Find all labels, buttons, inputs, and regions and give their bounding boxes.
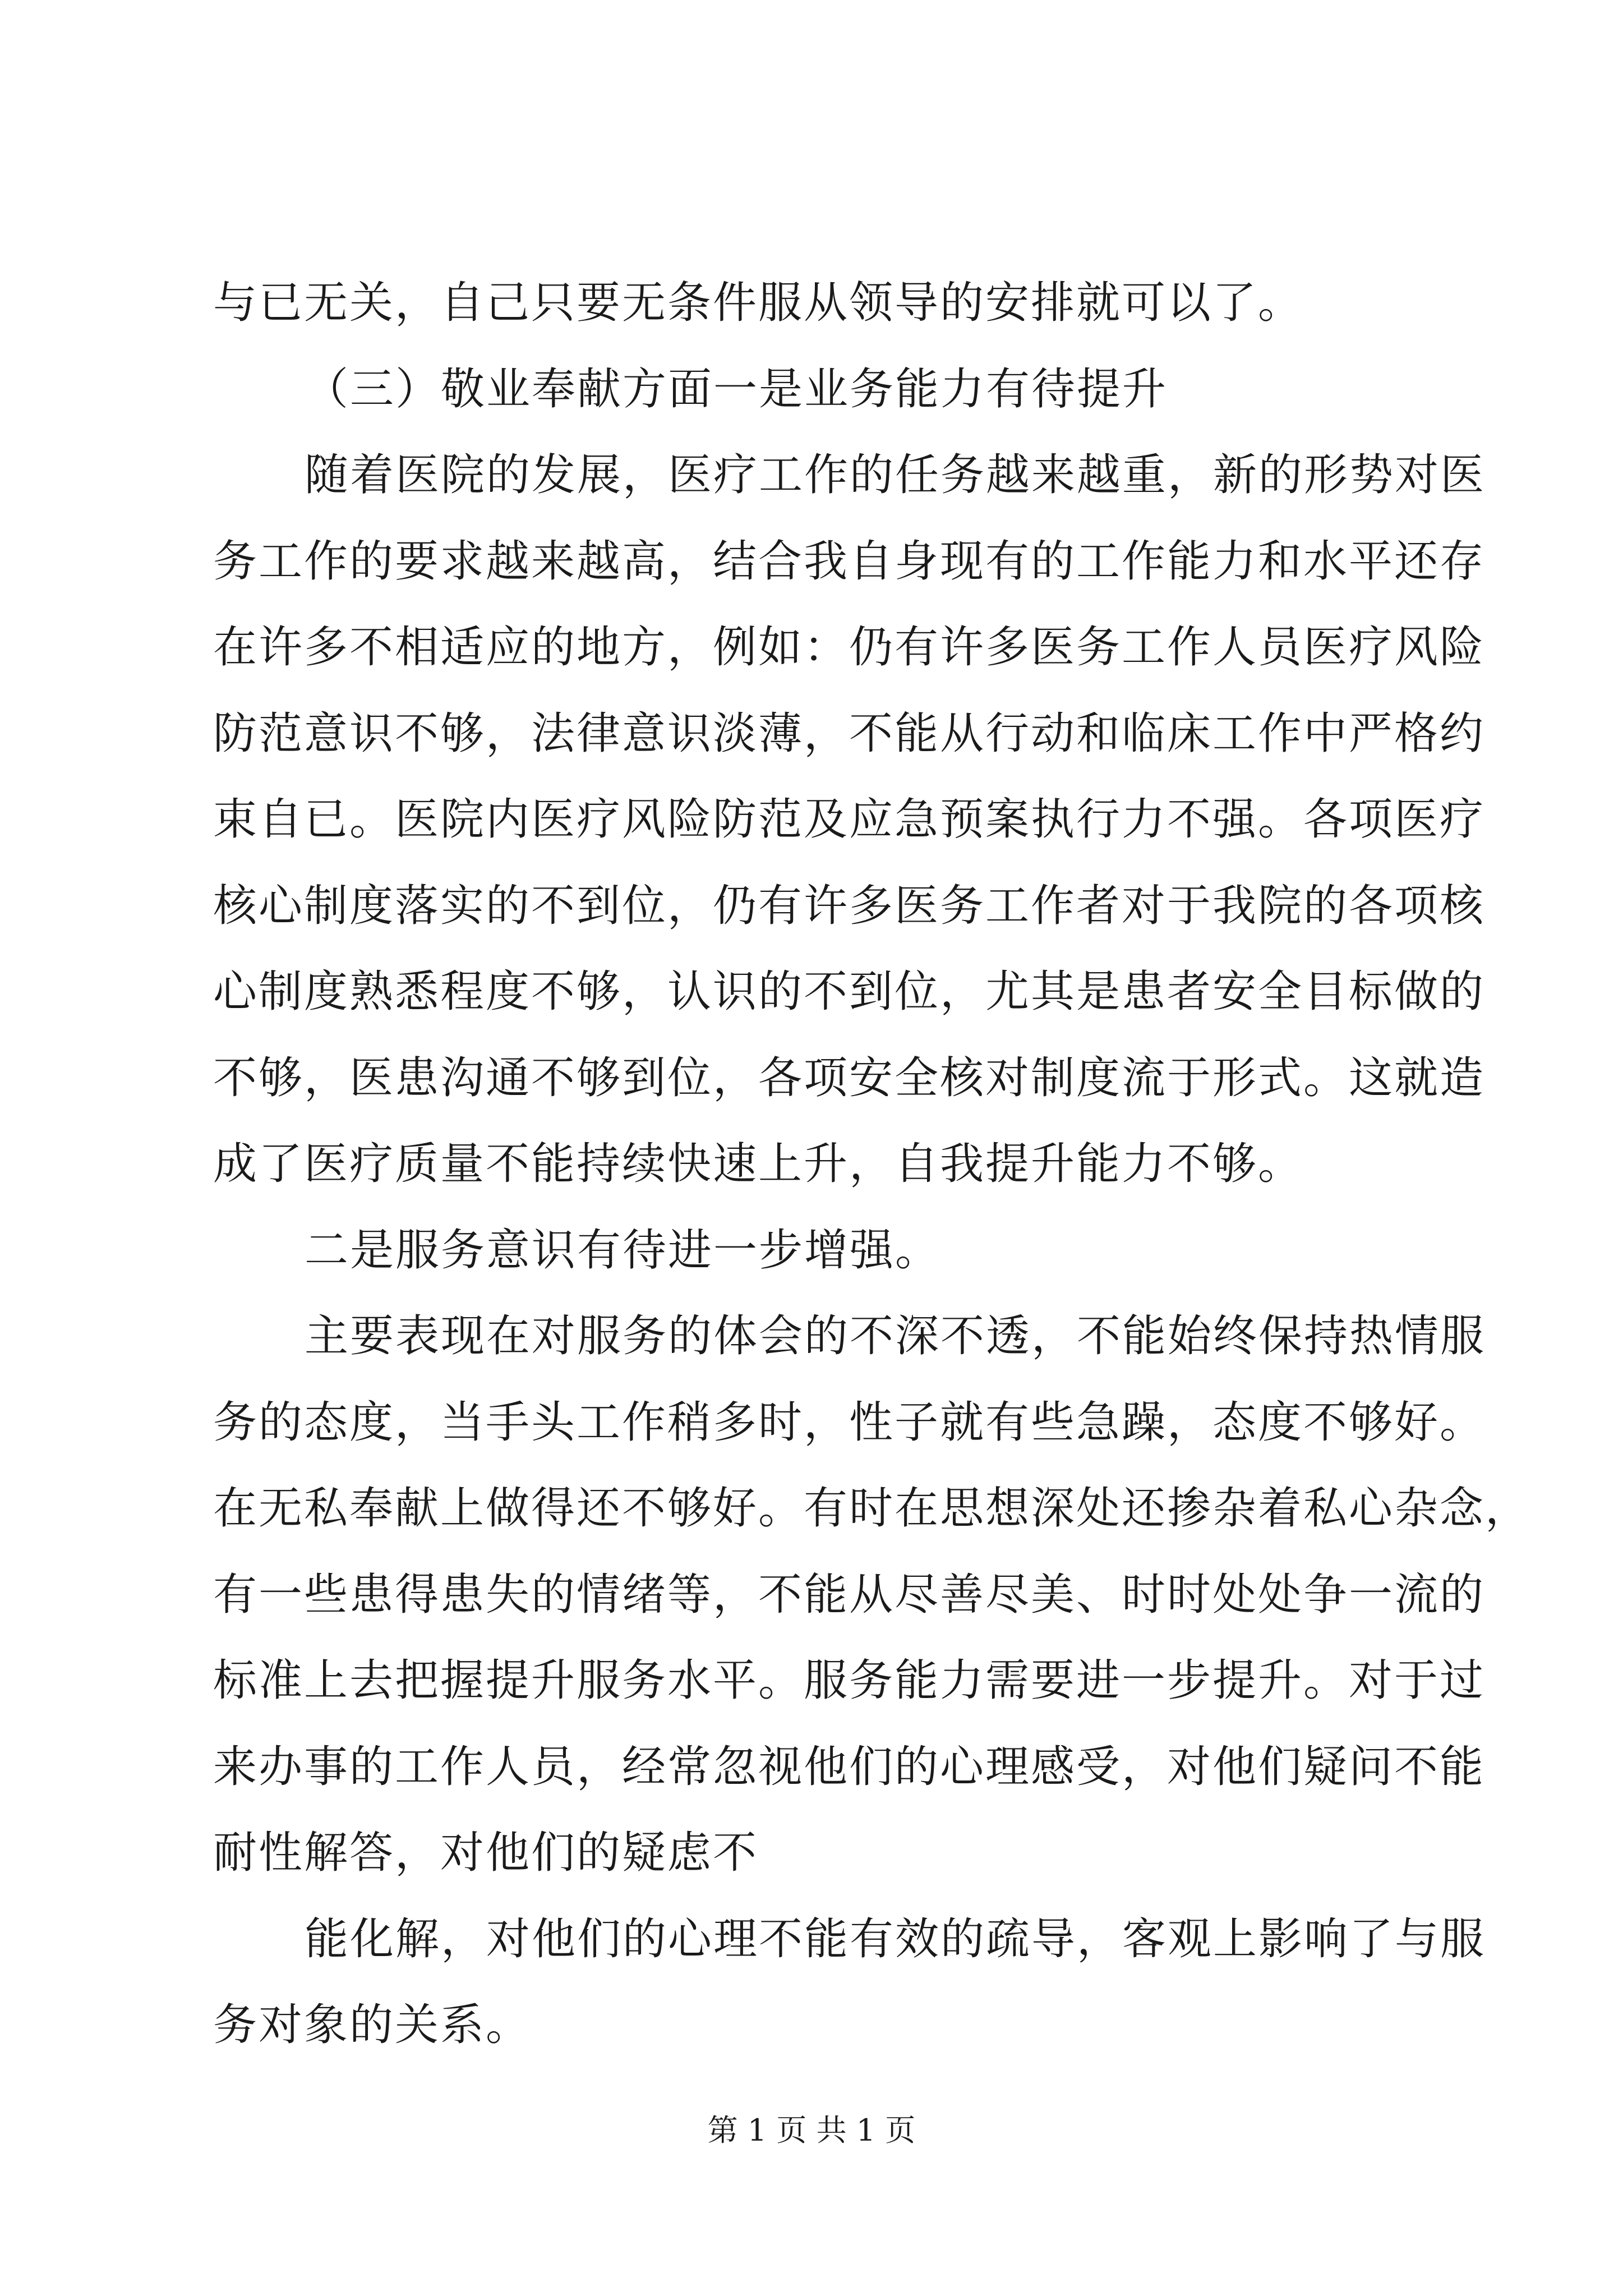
text-line: 束自已。医院内医疗风险防范及应急预案执行力不强。各项医疗: [213, 794, 1486, 845]
section-heading: （三）敬业奉献方面一是业务能力有待提升: [305, 364, 1168, 415]
text-line: 随着医院的发展，医疗工作的任务越来越重，新的形势对医: [305, 450, 1486, 500]
text-line: 能化解，对他们的心理不能有效的疏导，客观上影响了与服: [305, 1914, 1486, 1964]
text-line: 不够，医患沟通不够到位，各项安全核对制度流于形式。这就造: [213, 1053, 1486, 1103]
text-line: 在无私奉献上做得还不够好。有时在思想深处还掺杂着私心杂念，: [213, 1483, 1531, 1534]
text-line: 与已无关，自己只要无条件服从领导的安排就可以了。: [213, 278, 1304, 328]
text-line: 务工作的要求越来越高，结合我自身现有的工作能力和水平还存: [213, 536, 1486, 587]
text-line: 在许多不相适应的地方，例如：仍有许多医务工作人员医疗风险: [213, 622, 1486, 673]
text-line: 务对象的关系。: [213, 2000, 532, 2050]
text-line: 务的态度，当手头工作稍多时，性子就有些急躁，态度不够好。: [213, 1397, 1486, 1448]
page-footer: 第 1 页 共 1 页: [707, 2113, 916, 2148]
text-line: 心制度熟悉程度不够，认识的不到位，尤其是患者安全目标做的: [213, 967, 1486, 1017]
text-line: 核心制度落实的不到位，仍有许多医务工作者对于我院的各项核: [213, 881, 1486, 931]
text-line: 有一些患得患失的情绪等，不能从尽善尽美、时时处处争一流的: [213, 1570, 1486, 1620]
text-line: 主要表现在对服务的体会的不深不透，不能始终保持热情服: [305, 1311, 1486, 1361]
section-heading: 二是服务意识有待进一步增强。: [305, 1225, 941, 1276]
text-line: 成了医疗质量不能持续快速上升，自我提升能力不够。: [213, 1139, 1304, 1189]
text-line: 防范意识不够，法律意识淡薄，不能从行动和临床工作中严格约: [213, 708, 1486, 759]
text-line: 耐性解答，对他们的疑虑不: [213, 1828, 759, 1878]
text-line: 标准上去把握提升服务水平。服务能力需要进一步提升。对于过: [213, 1655, 1486, 1706]
text-line: 来办事的工作人员，经常忽视他们的心理感受，对他们疑问不能: [213, 1742, 1486, 1792]
